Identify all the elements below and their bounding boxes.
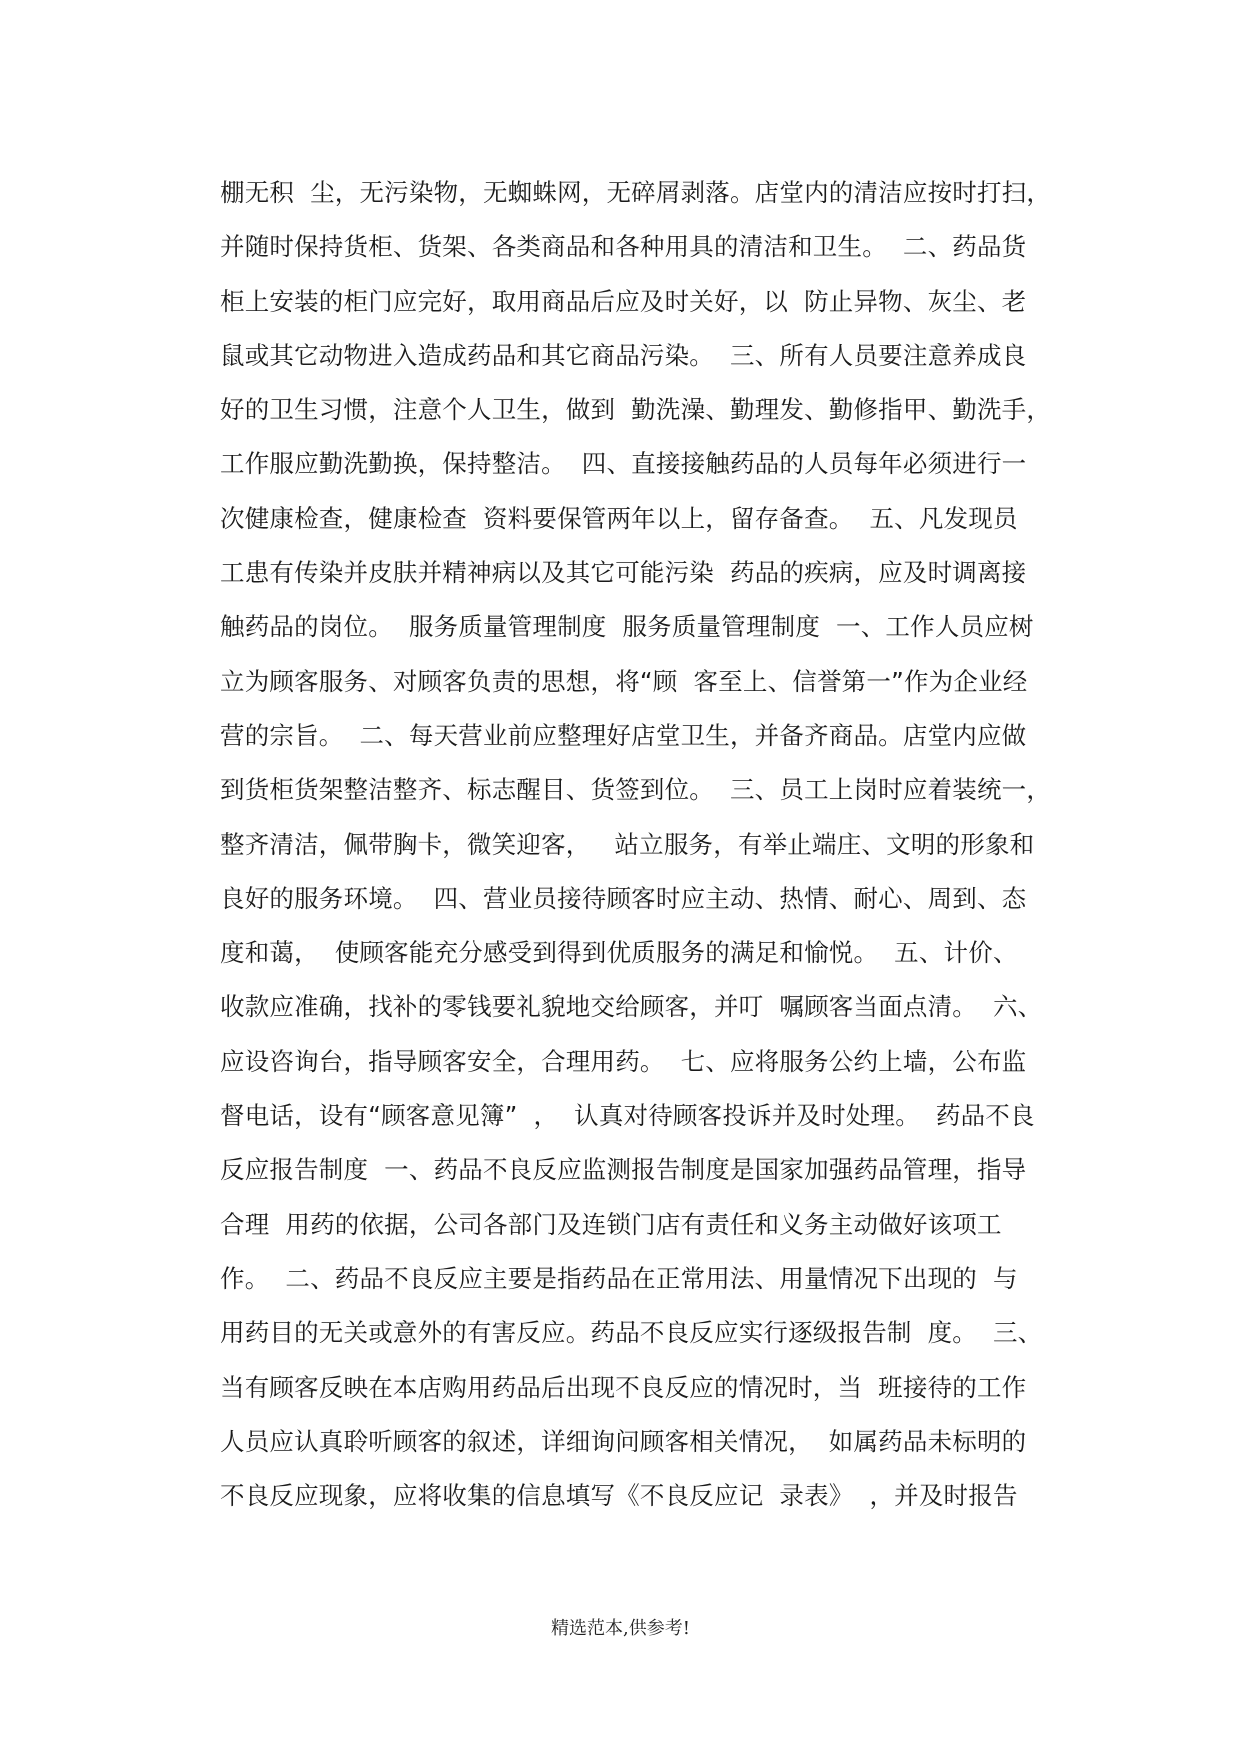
text-line: 工患有传染并皮肤并精神病以及其它可能污染 药品的疾病，应及时调离接	[220, 558, 1027, 588]
text-line: 工作服应勤洗勤换，保持整洁。 四、直接接触药品的人员每年必须进行一	[220, 449, 1027, 479]
text-line: 用药目的无关或意外的有害反应。药品不良反应实行逐级报告制 度。 三、	[220, 1318, 1043, 1348]
text-line: 柜上安装的柜门应完好，取用商品后应及时关好，以 防止异物、灰尘、老	[220, 286, 1027, 316]
text-line: 次健康检查，健康检查 资料要保管两年以上，留存备查。 五、凡发现员	[220, 503, 1018, 533]
text-line: 触药品的岗位。 服务质量管理制度 服务质量管理制度 一、工作人员应树	[220, 612, 1034, 642]
text-line: 应设咨询台，指导顾客安全，合理用药。 七、应将服务公约上墙，公布监	[220, 1046, 1027, 1076]
text-line: 合理 用药的依据，公司各部门及连锁门店有责任和义务主动做好该项工	[220, 1209, 1002, 1239]
text-line: 营的宗旨。 二、每天营业前应整理好店堂卫生，并备齐商品。店堂内应做	[220, 720, 1027, 750]
page-footer: 精选范本,供参考!	[551, 1618, 690, 1639]
text-line: 鼠或其它动物进入造成药品和其它商品污染。 三、所有人员要注意养成良	[220, 340, 1027, 370]
text-line: 收款应准确，找补的零钱要礼貌地交给顾客，并叮 嘱顾客当面点清。 六、	[220, 992, 1043, 1022]
text-line: 督电话，设有“顾客意见簿” ， 认真对待顾客投诉并及时处理。 药品不良	[220, 1101, 1035, 1131]
text-line: 立为顾客服务、对顾客负责的思想，将“顾 客至上、信誉第一”作为企业经	[220, 666, 1028, 696]
text-line: 良好的服务环境。 四、营业员接待顾客时应主动、热情、耐心、周到、态	[220, 883, 1027, 913]
text-line: 人员应认真聆听顾客的叙述，详细询问顾客相关情况， 如属药品未标明的	[220, 1426, 1027, 1456]
text-line: 好的卫生习惯，注意个人卫生，做到 勤洗澡、勤理发、勤修指甲、勤洗手，	[220, 395, 1052, 425]
text-line: 度和蔼， 使顾客能充分感受到得到优质服务的满足和愉悦。 五、计价、	[220, 938, 1018, 968]
body-text	[220, 166, 1052, 1523]
text-line: 不良反应现象，应将收集的信息填写《不良反应记 录表》 ，并及时报告	[220, 1481, 1018, 1511]
text-line: 当有顾客反映在本店购用药品后出现不良反应的情况时，当 班接待的工作	[220, 1372, 1027, 1402]
text-line: 作。 二、药品不良反应主要是指药品在正常用法、用量情况下出现的 与	[220, 1263, 1018, 1293]
text-line: 并随时保持货柜、货架、各类商品和各种用具的清洁和卫生。 二、药品货	[220, 232, 1027, 262]
text-line: 整齐清洁，佩带胸卡，微笑迎客， 站立服务，有举止端庄、文明的形象和	[220, 829, 1035, 859]
text-line: 棚无积 尘，无污染物，无蜘蛛网，无碎屑剥落。店堂内的清洁应按时打扫，	[220, 178, 1052, 207]
text-line: 到货柜货架整洁整齐、标志醒目、货签到位。 三、员工上岗时应着装统一，	[220, 775, 1052, 805]
text-line: 反应报告制度 一、药品不良反应监测报告制度是国家加强药品管理，指导	[220, 1155, 1027, 1185]
